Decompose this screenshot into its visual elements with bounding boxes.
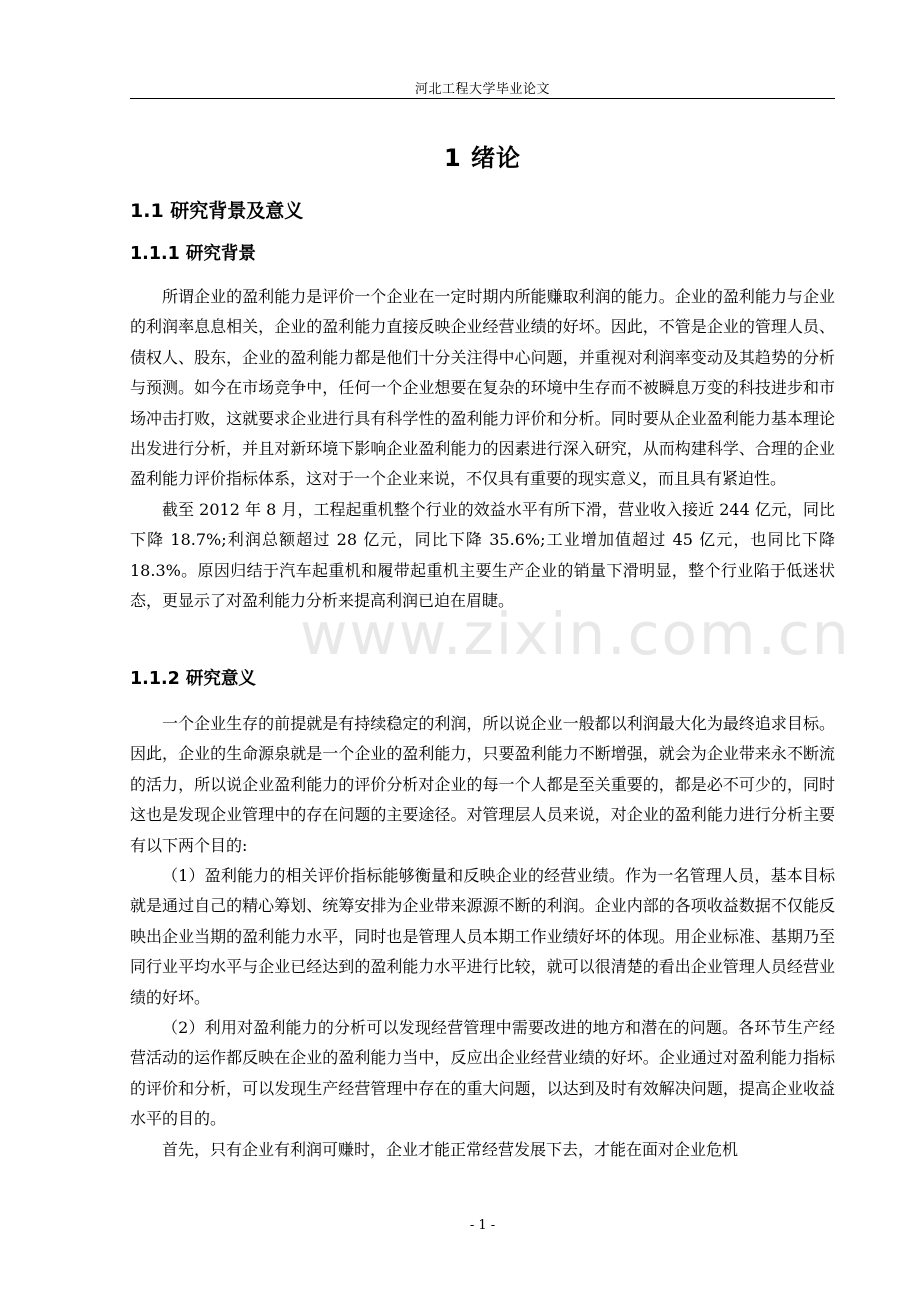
significance-text xyxy=(130,709,835,1165)
paragraph: 一个企业生存的前提就是有持续稳定的利润，所以说企业一般都以利润最大化为最终追求目标。因此，企业的生命源泉就是一个企业的盈利能力，只要盈利能力不断增强，就会为企业带来永不断流的活力，所以说企业盈利能力的评价分析对企业的每一个人都是至关重要的，都是必不可少的，同时这也是发现企业管理中的存在问题的主要途径。对管理层人员来说，对企业的盈利能力进行分析主要有以下两个目的: xyxy=(130,714,835,855)
subsection-heading-background: 1.1.1 研究背景 xyxy=(130,244,256,264)
watermark: www.zixin.com.cn xyxy=(300,600,851,668)
paragraph: 所谓企业的盈利能力是评价一个企业在一定时期内所能赚取利润的能力。企业的盈利能力与企业的利润率息息相关，企业的盈利能力直接反映企业经营业绩的好坏。因此，不管是企业的管理人员、债权人、股东，企业的盈利能力都是他们十分关注得中心问题，并重视对利润率变动及其趋势的分析与预测。如今在市场竞争中，任何一个企业想要在复杂的环境中生存而不被瞬息万变的科技进步和市场冲击打败，这就要求企业进行具有科学性的盈利能力评价和分析。同时要从企业盈利能力基本理论出发进行分析，并且对新环境下影响企业盈利能力的因素进行深入研究，从而构建科学、合理的企业盈利能力评价指标体系，这对于一个企业来说，不仅具有重要的现实意义，而且具有紧迫性。 xyxy=(130,287,835,489)
running-header: 河北工程大学毕业论文 xyxy=(414,82,550,97)
paragraph: （1）盈利能力的相关评价指标能够衡量和反映企业的经营业绩。作为一名管理人员，基本目标就是通过自己的精心筹划、统筹安排为企业带来源源不断的利润。企业内部的各项收益数据不仅能反映出企业当期的盈利能力水平，同时也是管理人员本期工作业绩好坏的体现。用企业标准、基期乃至同行业平均水平与企业已经达到的盈利能力水平进行比较，就可以很清楚的看出企业管理人员经营业绩的好坏。 xyxy=(130,866,835,1007)
subsection-heading-significance: 1.1.2 研究意义 xyxy=(130,669,256,689)
header-rule xyxy=(130,98,835,99)
section-heading: 1.1 研究背景及意义 xyxy=(130,200,304,222)
paragraph: （2）利用对盈利能力的分析可以发现经营管理中需要改进的地方和潜在的问题。各环节生产经营活动的运作都反映在企业的盈利能力当中，反应出企业经营业绩的好坏。企业通过对盈利能力指标的评价和分析，可以发现生产经营管理中存在的重大问题，以达到及时有效解决问题，提高企业收益水平的目的。 xyxy=(130,1018,835,1129)
chapter-title: 1 绪论 xyxy=(443,144,522,172)
background-text xyxy=(130,282,835,616)
paragraph: 截至 2012 年 8 月，工程起重机整个行业的效益水平有所下滑，营业收入接近 244 亿元，同比下降 18.7%;利润总额超过 28 亿元，同比下降 35.6%;工业增加值超过 45 亿元，也同比下降 18.3%。原因归结于汽车起重机和履带起重机主要生产企业的销量下滑明显，整个行业陷于低迷状态，更显示了对盈利能力分析来提高利润已迫在眉睫。 xyxy=(130,499,835,611)
paragraph: 首先，只有企业有利润可赚时，企业才能正常经营发展下去，才能在面对企业危机 xyxy=(162,1139,739,1159)
page-number: - 1 - xyxy=(469,1218,496,1233)
